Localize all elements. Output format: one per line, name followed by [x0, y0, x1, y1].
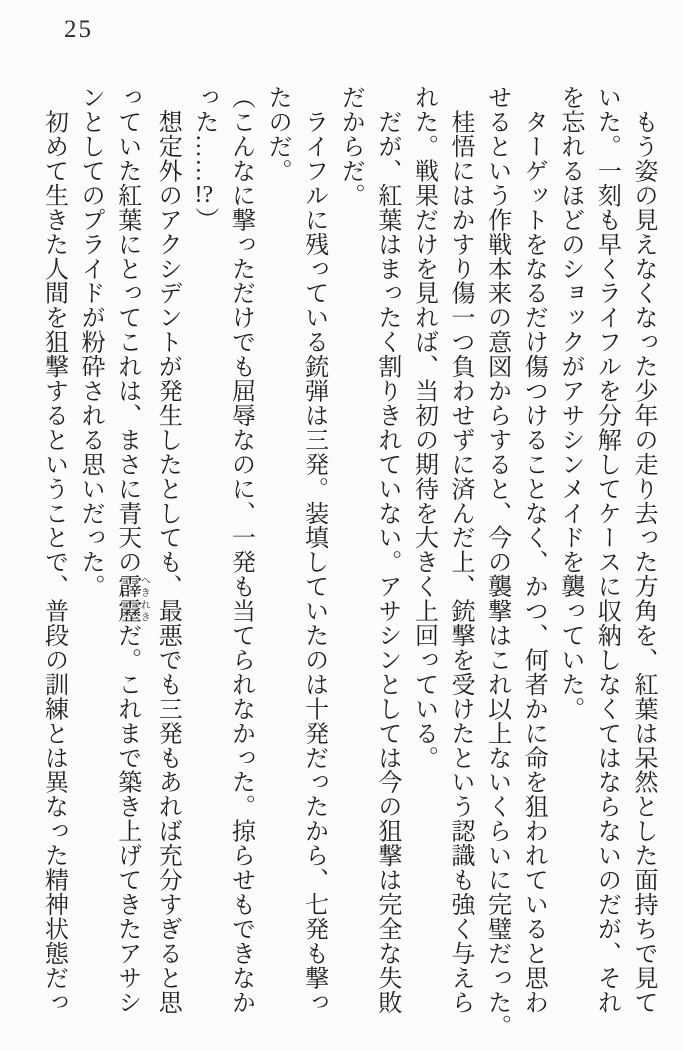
text-run: たのだ。	[264, 85, 291, 183]
text-line	[478, 85, 515, 1039]
text-run: もう姿の見えなくなった少年の走り去った方角を、紅葉は呆然とした面持ちで見て	[630, 85, 656, 1015]
text-run: っていた紅葉にとってこれは、まさに青天の	[113, 85, 140, 574]
text-run: った……	[190, 85, 217, 183]
text-run: れた。戦果だけを見れば、当初の期待を大きく上回っている。	[410, 85, 437, 770]
text-line	[515, 85, 552, 1017]
text-run: だが、紅葉はまったく割りきれていない。アサシンとしては今の狙撃は完全な失敗	[373, 85, 400, 1015]
text-line	[72, 85, 109, 1017]
text-line	[405, 85, 442, 1017]
page-number: 25	[64, 16, 93, 43]
text-run: ）	[190, 206, 217, 232]
text-line	[588, 85, 625, 1017]
text-line	[551, 85, 588, 1017]
text-line	[295, 85, 332, 1017]
text-line	[108, 85, 149, 1017]
text-line	[332, 85, 369, 1017]
text-line	[185, 85, 222, 1017]
text-line	[258, 85, 295, 1017]
tatechuyoko-text: !?	[194, 182, 214, 207]
text-line	[368, 85, 405, 1017]
text-line	[624, 85, 661, 1017]
text-run: 初めて生きた人間を狙撃するということで、普段の訓練とは異なった精神状態だっ	[40, 85, 67, 1015]
text-line	[35, 85, 72, 1017]
text-run: だからだ。	[337, 85, 364, 208]
text-run: だ。これまで築き上げてきたアサシ	[113, 622, 140, 1015]
text-run: を忘れるほどのショックがアサシンメイドを襲っていた。	[556, 85, 583, 721]
text-run: 桂悟にはかすり傷一つ負わせずに済んだ上、銃撃を受けたという認識も強く与えら	[447, 85, 474, 1015]
text-line	[441, 85, 478, 1017]
text-block	[35, 85, 661, 1039]
text-run: ライフルに残っている銃弾は三発。装填していたのは十発だったから、七発も撃っ	[300, 85, 327, 1015]
text-run: （こんなに撃っただけでも屈辱なのに、一発も当てられなかった。掠らせもできなか	[227, 85, 254, 1015]
text-run: ターゲットをなるだけ傷つけることなく、かつ、何者かに命を狙われていると思わ	[520, 85, 547, 1015]
text-run: いた。一刻も早くライフルを分解してケースに収納しなくてはならないのだが、それ	[593, 85, 620, 1015]
text-line	[149, 85, 186, 1017]
ruby-annotated-word: 霹靂へきれき	[113, 574, 150, 623]
text-run: 想定外のアクシデントが発生したとしても、最悪でも三発もあれば充分すぎると思	[154, 85, 181, 1015]
text-line	[222, 85, 259, 1017]
text-run: せるという作戦本来の意図からすると、今の襲撃はこれ以上ないくらいに完璧だった。	[483, 85, 510, 1039]
text-run: ンとしてのプライドが粉砕される思いだった。	[77, 85, 104, 599]
